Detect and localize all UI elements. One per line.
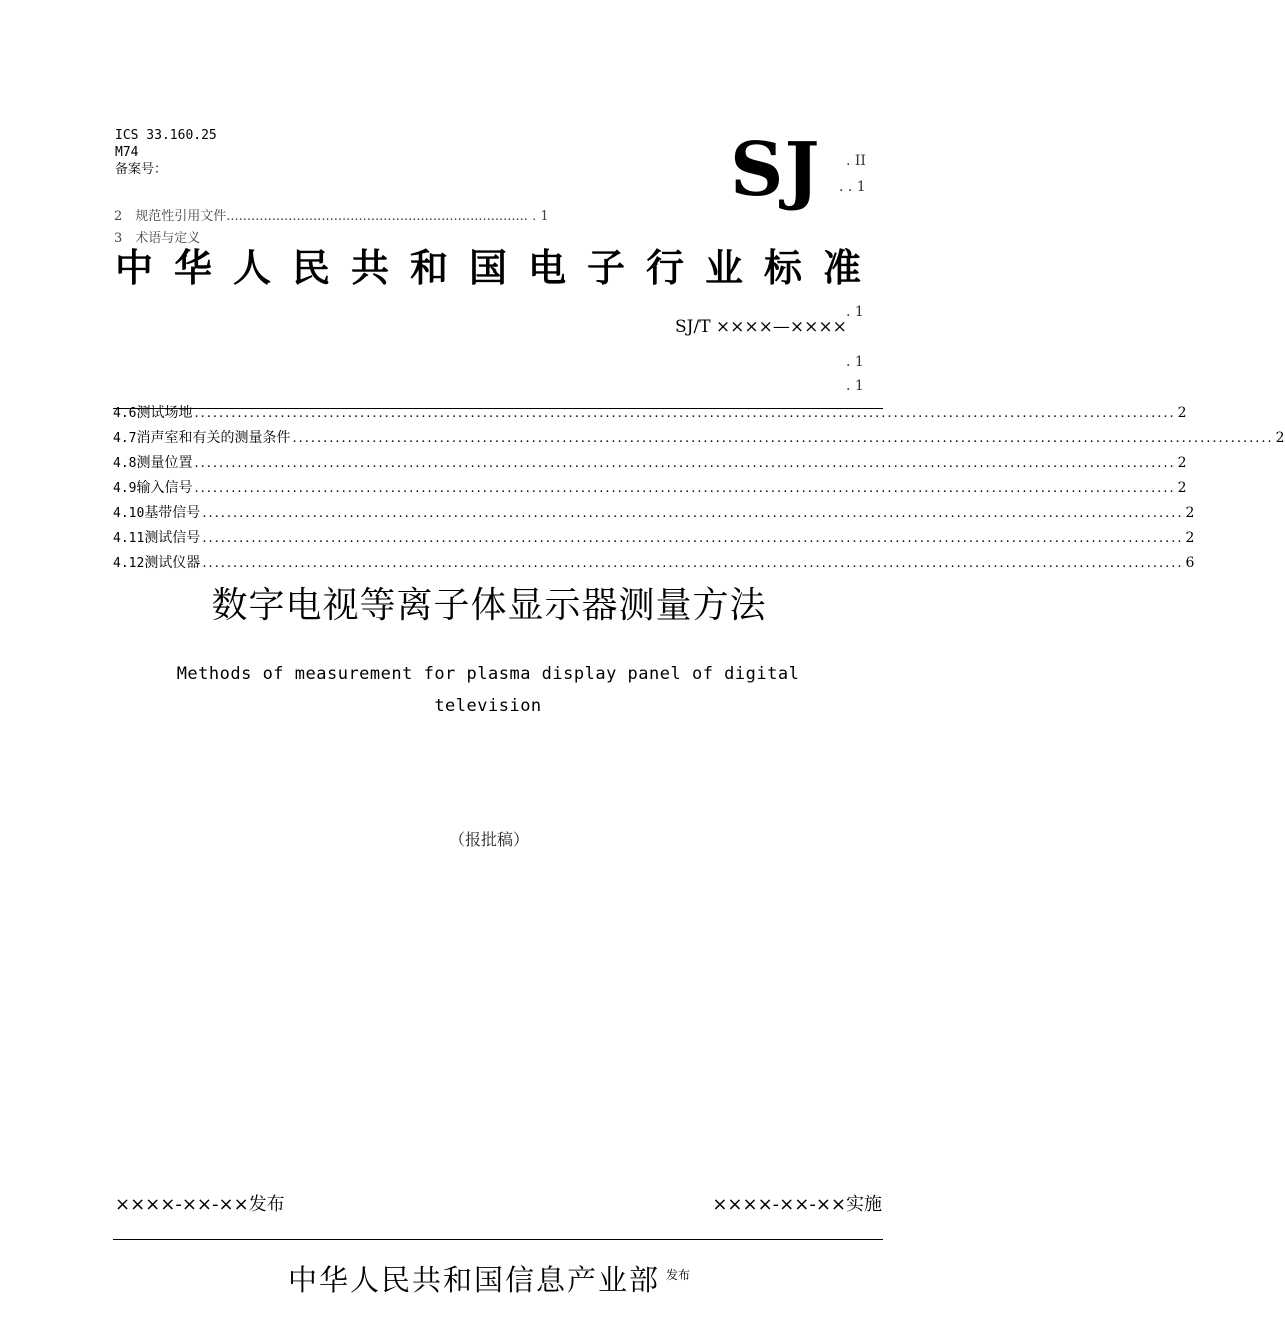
- toc-number: 4.9: [113, 481, 137, 496]
- header-metadata: [115, 127, 217, 178]
- toc-row: [113, 402, 1187, 422]
- toc-leader: [202, 531, 1183, 546]
- class-code: M74: [115, 145, 139, 160]
- title-en-line-1: Methods of measurement for plasma display panel of digital: [176, 664, 800, 684]
- sj-logo: SJ: [730, 127, 821, 213]
- toc-leader: [202, 556, 1183, 571]
- implement-date: ××××-××-××实施: [712, 1194, 882, 1215]
- toc-bleed-page-ii: . II: [846, 153, 866, 169]
- toc-page: 2: [1177, 480, 1187, 496]
- draft-status: （报批稿）: [448, 830, 529, 849]
- toc-page: 2: [1177, 455, 1187, 471]
- toc-leader: [202, 506, 1183, 521]
- document-title-en: [140, 658, 836, 722]
- toc-title: 消声室和有关的测量条件: [136, 430, 291, 446]
- toc-title: 输入信号: [136, 480, 193, 496]
- footer-rule: [113, 1239, 883, 1240]
- toc-leader: [194, 456, 1175, 471]
- toc-page: 2: [1185, 505, 1195, 521]
- toc-number: 4.7: [113, 431, 137, 446]
- toc-row: [113, 552, 1195, 572]
- toc-row: [113, 477, 1187, 497]
- toc-number: 4.10: [113, 506, 145, 521]
- publish-date: ××××-××-××发布: [115, 1194, 285, 1215]
- toc-bleed-page-1c: . 1: [846, 354, 864, 370]
- toc-number: 4.12: [113, 556, 145, 571]
- toc-number: 4.11: [113, 531, 145, 546]
- toc-page: 2: [1275, 430, 1285, 446]
- toc-leader: [194, 481, 1175, 496]
- ics-code: ICS 33.160.25: [115, 128, 217, 143]
- toc-number: 4.8: [113, 456, 137, 471]
- toc-number: 4.6: [113, 406, 137, 421]
- toc-bleed-page-1b: . 1: [846, 304, 864, 320]
- toc-row: [113, 427, 1285, 447]
- toc-bleed-line-3: 3 术语与定义: [114, 231, 201, 246]
- toc-leader: [292, 431, 1273, 446]
- toc-row: [113, 452, 1187, 472]
- record-label: 备案号：: [115, 162, 168, 177]
- document-title-cn: 数字电视等离子体显示器测量方法: [211, 585, 767, 626]
- toc-page: 2: [1185, 530, 1195, 546]
- toc-page: 2: [1177, 405, 1187, 421]
- publish-suffix: 发布: [666, 1268, 691, 1283]
- ministry-name: 中华人民共和国信息产业部: [287, 1263, 660, 1297]
- title-en-line-2: television: [434, 696, 542, 716]
- toc-title: 基带信号: [144, 505, 201, 521]
- toc-title: 测试信号: [144, 530, 201, 546]
- toc-row: [113, 527, 1195, 547]
- standard-type-heading: 中华人民共和国电子行业标准: [115, 246, 883, 290]
- toc-page: 6: [1185, 555, 1195, 571]
- toc-title: 测试仪器: [144, 555, 201, 571]
- toc-row: [113, 502, 1195, 522]
- toc-title: 测量位置: [136, 455, 193, 471]
- toc-title: 测试场地: [136, 405, 193, 421]
- toc-bleed-page-1a: . . 1: [839, 179, 866, 195]
- issuing-ministry: [0, 1258, 978, 1299]
- standard-number: SJ/T ××××—××××: [675, 317, 847, 337]
- toc-bleed-page-1d: . 1: [846, 378, 864, 394]
- toc-leader: [194, 406, 1175, 421]
- toc-bleed-line-2: 2 规范性引用文件......................................................................... . 1: [114, 209, 549, 224]
